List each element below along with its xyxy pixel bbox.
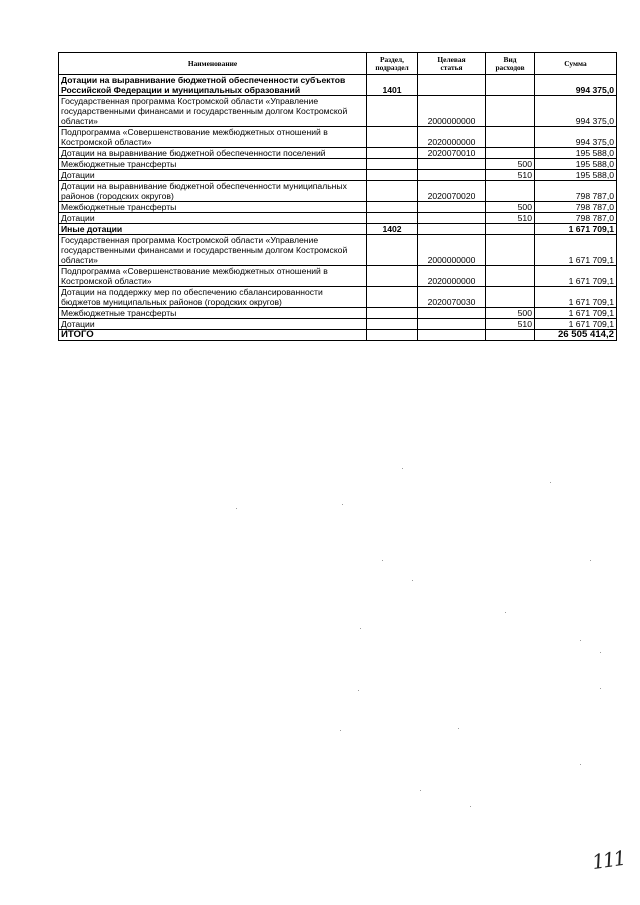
cell-name: Государственная программа Костромской области «Управление государственными финансами и государственным долгом Костромской области» [59,96,367,127]
cell-name: Дотации на выравнивание бюджетной обеспеченности поселений [59,148,367,159]
table-row [59,170,617,181]
cell-name: Дотации на поддержку мер по обеспечению сбалансированности бюджетов муниципальных районов (городских округов) [59,287,367,308]
scan-speck [340,730,341,731]
table-header-row [59,53,617,75]
cell-expense-type [486,127,535,148]
cell-expense-type: 510 [486,319,535,330]
cell-section [367,266,418,287]
scan-speck [358,690,359,691]
cell-target [418,308,486,319]
cell-expense-type [486,75,535,96]
scan-speck [360,628,361,629]
cell-amount: 1 671 709,1 [535,319,617,330]
cell-section [367,319,418,330]
cell-section [367,202,418,213]
cell-empty [367,330,418,341]
cell-name: Дотации [59,319,367,330]
cell-empty [418,330,486,341]
cell-total-label: ИТОГО [59,330,367,341]
cell-amount: 994 375,0 [535,75,617,96]
cell-section [367,181,418,202]
cell-name: Иные дотации [59,224,367,235]
cell-amount: 195 588,0 [535,148,617,159]
cell-name: Подпрограмма «Совершенствование межбюджетных отношений в Костромской области» [59,266,367,287]
cell-target [418,213,486,224]
cell-expense-type: 510 [486,170,535,181]
cell-expense-type [486,96,535,127]
header-expense-type: Вид расходов [486,53,535,75]
cell-target: 2000000000 [418,235,486,266]
table-row [59,202,617,213]
cell-section [367,308,418,319]
cell-section [367,213,418,224]
table-row [59,224,617,235]
cell-section [367,235,418,266]
cell-expense-type: 500 [486,308,535,319]
cell-amount: 994 375,0 [535,127,617,148]
scan-speck [412,580,413,581]
scan-speck [420,790,421,791]
cell-expense-type: 500 [486,159,535,170]
scan-speck [580,764,581,765]
header-target: Целевая статья [418,53,486,75]
handwritten-page-number: 111 [590,845,626,875]
cell-amount: 1 671 709,1 [535,224,617,235]
cell-amount: 798 787,0 [535,181,617,202]
table-row [59,75,617,96]
cell-total-amount: 26 505 414,2 [535,330,617,341]
budget-table [58,52,617,341]
header-section: Раздел, подраздел [367,53,418,75]
cell-name: Дотации [59,213,367,224]
cell-section [367,127,418,148]
cell-target: 2020000000 [418,266,486,287]
cell-target [418,319,486,330]
header-name: Наименование [59,53,367,75]
cell-empty [486,330,535,341]
cell-amount: 1 671 709,1 [535,308,617,319]
cell-expense-type: 500 [486,202,535,213]
cell-name: Межбюджетные трансферты [59,202,367,213]
cell-section: 1401 [367,75,418,96]
cell-target [418,202,486,213]
cell-expense-type: 510 [486,213,535,224]
table-row [59,235,617,266]
cell-name: Межбюджетные трансферты [59,308,367,319]
cell-name: Дотации на выравнивание бюджетной обеспеченности субъектов Российской Федерации и муниципальных образований [59,75,367,96]
cell-target: 2020070010 [418,148,486,159]
cell-target [418,159,486,170]
cell-amount: 994 375,0 [535,96,617,127]
scan-speck [550,482,551,483]
cell-target [418,170,486,181]
cell-name: Межбюджетные трансферты [59,159,367,170]
cell-expense-type [486,224,535,235]
scan-speck [236,508,237,509]
cell-name: Дотации на выравнивание бюджетной обеспеченности муниципальных районов (городских округов) [59,181,367,202]
table-row [59,213,617,224]
cell-name: Подпрограмма «Совершенствование межбюджетных отношений в Костромской области» [59,127,367,148]
scan-speck [505,612,506,613]
scan-speck [590,560,591,561]
cell-name: Дотации [59,170,367,181]
cell-section [367,287,418,308]
cell-target [418,224,486,235]
cell-amount: 195 588,0 [535,170,617,181]
table-row [59,287,617,308]
cell-amount: 798 787,0 [535,213,617,224]
cell-name: Государственная программа Костромской области «Управление государственными финансами и государственным долгом Костромской области» [59,235,367,266]
cell-section [367,159,418,170]
cell-target: 2020000000 [418,127,486,148]
cell-target [418,75,486,96]
cell-amount: 195 588,0 [535,159,617,170]
total-row [59,330,617,341]
cell-target: 2020070020 [418,181,486,202]
scan-speck [458,728,459,729]
scan-speck [580,640,581,641]
table-row [59,127,617,148]
cell-expense-type [486,235,535,266]
header-amount: Сумма [535,53,617,75]
cell-expense-type [486,148,535,159]
table-row [59,159,617,170]
table-row [59,308,617,319]
cell-amount: 798 787,0 [535,202,617,213]
cell-target: 2000000000 [418,96,486,127]
cell-section [367,96,418,127]
table-row [59,266,617,287]
table-row [59,96,617,127]
scan-speck [470,806,471,807]
scan-speck [342,504,343,505]
table-row [59,181,617,202]
cell-target: 2020070030 [418,287,486,308]
cell-section [367,148,418,159]
cell-section: 1402 [367,224,418,235]
cell-amount: 1 671 709,1 [535,287,617,308]
scan-speck [600,652,601,653]
cell-expense-type [486,287,535,308]
table-row [59,148,617,159]
scan-speck [600,688,601,689]
cell-amount: 1 671 709,1 [535,235,617,266]
cell-amount: 1 671 709,1 [535,266,617,287]
scan-speck [382,560,383,561]
scan-speck [402,468,403,469]
cell-section [367,170,418,181]
cell-expense-type [486,266,535,287]
cell-expense-type [486,181,535,202]
table-body [59,75,617,341]
table-row [59,319,617,330]
